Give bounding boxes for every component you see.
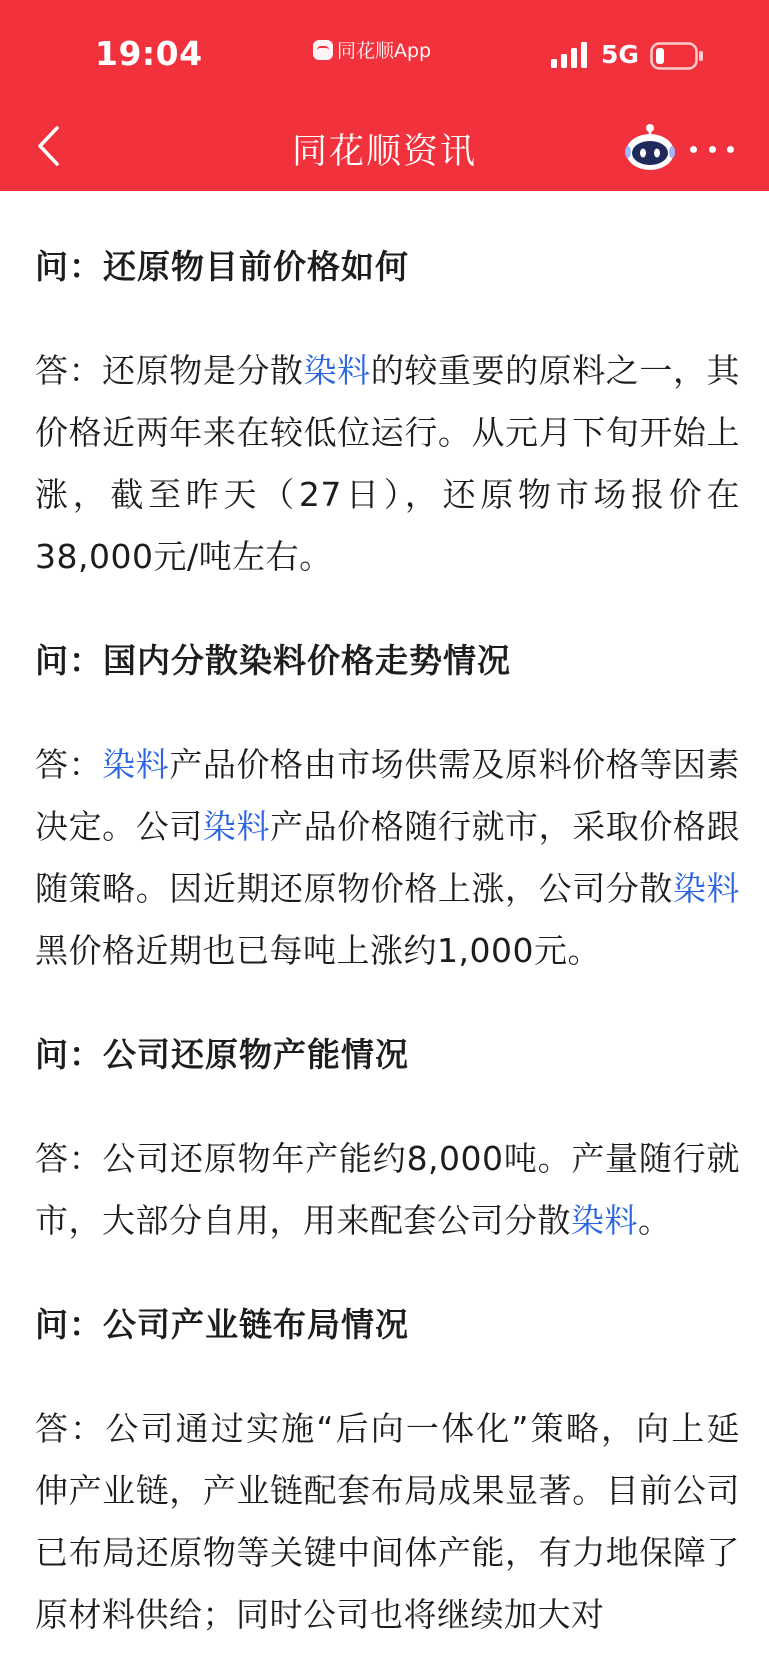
robot-assistant-icon[interactable] [624,122,676,172]
answer-text: 答：还原物是分散 [35,351,304,390]
answer-text: 产品价格随行就市，采取价格跟随策略。因近期还原物价格上涨，公司分散 [35,807,741,908]
answer-text: 黑价格近期也已每吨上涨约1,000元。 [35,931,601,970]
answer-text: 。 [638,1201,672,1240]
more-dot-icon [709,146,716,153]
answer-text: 的较重要的原料之一，其价格近两年来在较低位运行。从元月下旬开始上涨，截至昨天（27日），还原物市场报价在38,000元/吨左右。 [35,351,741,576]
keyword-link[interactable]: 染料 [571,1201,638,1240]
app-header [0,0,769,191]
keyword-link[interactable]: 染料 [303,351,371,390]
answer-text: 产品价格由市场供需及原料价格等因素决定。公司 [35,745,741,846]
keyword-link[interactable]: 染料 [102,745,170,784]
question-heading: 问：国内分散染料价格走势情况 [35,641,511,680]
status-app-name: 同花顺App [337,40,432,62]
answer-text: 答：公司通过实施“后向一体化”策略，向上延伸产业链，产业链配套布局成果显著。目前公司已布局还原物等关键中间体产能，有力地保障了原材料供给；同时公司也将继续加大对 [35,1409,740,1634]
battery-low-icon [650,42,704,70]
keyword-link[interactable]: 染料 [672,869,741,908]
answer-paragraph [35,340,740,588]
more-button[interactable] [690,134,734,164]
answer-text: 答：公司还原物年产能约8,000吨。产量随行就市，大部分自用，用来配套公司分散 [35,1139,740,1240]
status-time: 19:04 [95,34,203,73]
answer-text: 答： [35,745,103,784]
answer-paragraph [35,1128,740,1252]
question-heading: 问：公司产业链布局情况 [35,1305,409,1344]
keyword-link[interactable]: 染料 [202,807,271,846]
status-app-indicator [313,36,431,63]
network-label: 5G [601,40,639,69]
more-dot-icon [690,146,697,153]
answer-paragraph [35,734,740,982]
more-dot-icon [727,146,734,153]
page-title: 同花顺资讯 [291,132,477,172]
article-content [35,236,740,1665]
question-heading: 问：还原物目前价格如何 [35,247,409,286]
answer-paragraph [35,1398,740,1646]
app-logo-icon [313,40,333,60]
signal-bars-icon [551,42,591,68]
question-heading: 问：公司还原物产能情况 [35,1035,409,1074]
